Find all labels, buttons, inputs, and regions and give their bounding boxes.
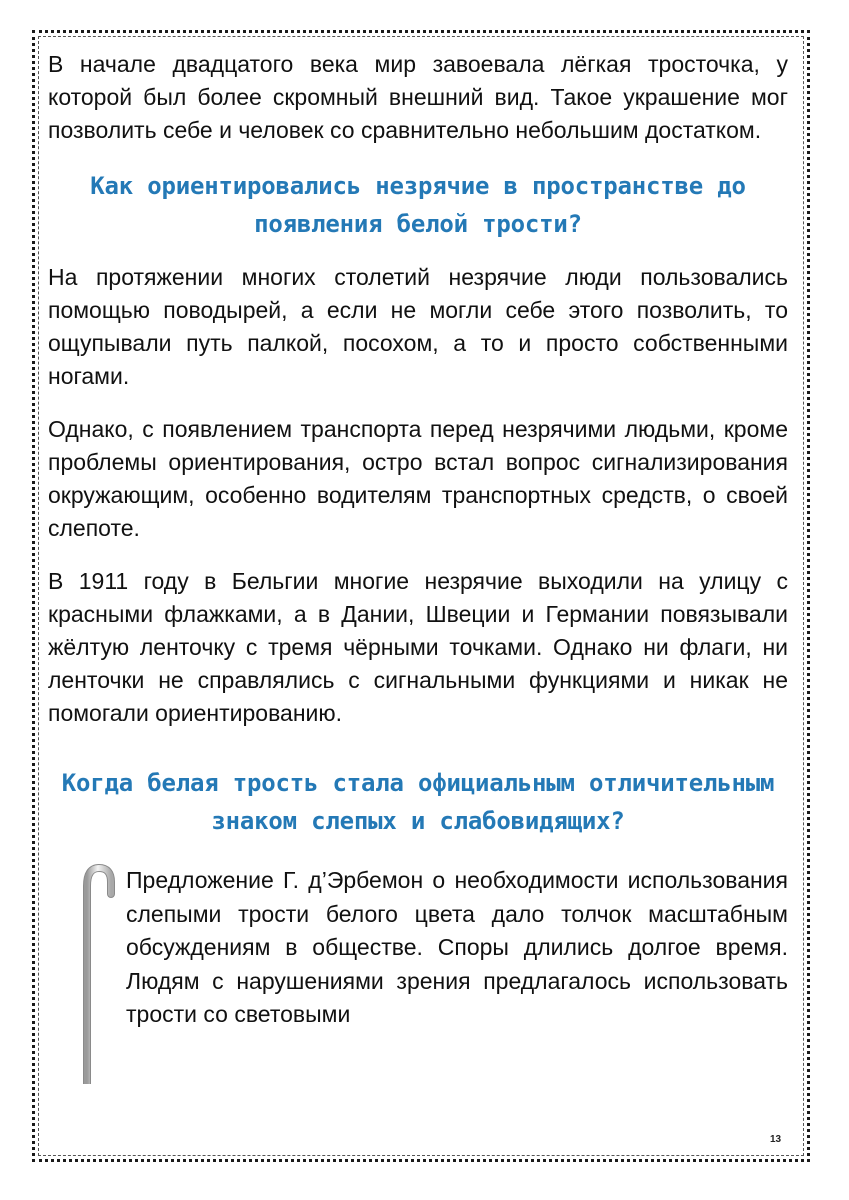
page-number: 13 xyxy=(770,1134,782,1145)
heading-orientation-before-cane: Как ориентировались незрячие в пространстве до появления белой трости? xyxy=(90,172,746,238)
paragraph-herbemont: Предложение Г. д’Эрбемон о необходимости использования слепыми трости белого цвета дало толчок масштабным обсуждениям в обществе. Споры длились долгое время. Людям с нарушениями зрения предлагалось использовать трости со световыми xyxy=(126,867,788,1027)
white-cane-icon xyxy=(78,864,118,1084)
paragraph-guides: На протяжении многих столетий незрячие люди пользовались помощью поводырей, а если не могли себе этого позволить, то ощупывали путь палкой, посохом, а то и просто собственными ногами. xyxy=(48,264,788,389)
cane-paragraph-block xyxy=(48,864,788,1032)
paragraph-1911: В 1911 году в Бельгии многие незрячие выходили на улицу с красными флажками, а в Дании, Швеции и Германии повязывали жёлтую ленточку с тремя чёрными точками. Однако ни флаги, ни ленточки не справлялись с сигнальными функциями и никак не помогали ориентированию. xyxy=(48,568,788,726)
paragraph-transport: Однако, с появлением транспорта перед незрячими людьми, кроме проблемы ориентирования, остро встал вопрос сигнализирования окружающим, особенно водителям транспортных средств, о своей слепоте. xyxy=(48,416,788,541)
page-content xyxy=(48,48,788,1055)
heading-official-sign: Когда белая трость стала официальным отличительным знаком слепых и слабовидящих? xyxy=(61,769,775,835)
paragraph-intro: В начале двадцатого века мир завоевала лёгкая тросточка, у которой был более скромный внешний вид. Такое украшение мог позволить себе и человек со сравнительно небольшим достатком. xyxy=(48,51,788,143)
